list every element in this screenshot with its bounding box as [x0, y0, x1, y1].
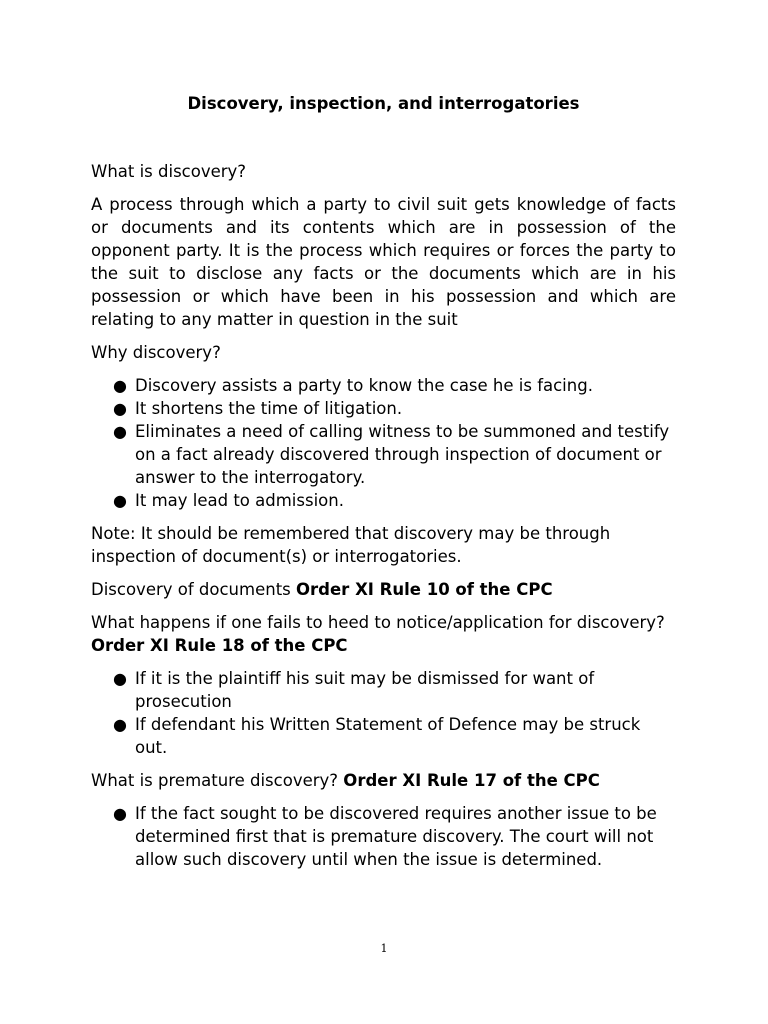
list-item-text: If the fact sought to be discovered requires another issue to be determined first that is premature discovery. The court will not allow such discovery until when the issue is determined. — [135, 804, 657, 869]
question-why-discovery: Why discovery? — [91, 343, 221, 362]
page-number: 1 — [380, 942, 388, 955]
bullet-icon: ● — [113, 804, 127, 823]
discovery-definition: A process through which a party to civil suit gets knowledge of facts or documents and its contents which are in possession of the opponent party. It is the process which requires or forces the party to the suit to disclose any facts or the documents which are in his possession or which have been in his possession and which are relating to any matter in question in the suit — [91, 195, 676, 329]
bullet-icon: ● — [113, 399, 127, 418]
list-item-text: If it is the plaintiff his suit may be dismissed for want of prosecution — [135, 669, 595, 711]
discovery-note: Note: It should be remembered that discovery may be through inspection of document(s) or interrogatories. — [91, 524, 611, 566]
bullet-icon: ● — [113, 715, 127, 734]
premature-discovery-list — [91, 802, 676, 871]
question-what-is-discovery: What is discovery? — [91, 162, 247, 181]
failure-label: What happens if one fails to heed to notice/application for discovery? — [91, 613, 665, 632]
list-item-text: If defendant his Written Statement of Defence may be struck out. — [135, 715, 641, 757]
discovery-of-documents — [91, 578, 676, 601]
list-item — [113, 802, 676, 871]
document-body — [91, 92, 676, 881]
why-discovery-list — [91, 374, 676, 512]
list-item — [113, 713, 676, 759]
list-item — [113, 374, 676, 397]
failure-reference: Order XI Rule 18 of the CPC — [91, 636, 348, 655]
list-item — [113, 489, 676, 512]
list-item — [113, 420, 676, 489]
docs-label: Discovery of documents — [91, 580, 297, 599]
list-item — [113, 667, 676, 713]
docs-reference: Order XI Rule 10 of the CPC — [296, 580, 553, 599]
bullet-icon: ● — [113, 422, 127, 441]
failure-question — [91, 611, 676, 657]
premature-reference: Order XI Rule 17 of the CPC — [343, 771, 600, 790]
bullet-icon: ● — [113, 491, 127, 510]
failure-consequences-list — [91, 667, 676, 759]
bullet-icon: ● — [113, 669, 127, 688]
list-item-text: It shortens the time of litigation. — [135, 399, 403, 418]
document-title: Discovery, inspection, and interrogatories — [187, 94, 580, 113]
premature-discovery-question — [91, 769, 676, 792]
list-item-text: Discovery assists a party to know the case he is facing. — [135, 376, 593, 395]
bullet-icon: ● — [113, 376, 127, 395]
premature-label: What is premature discovery? — [91, 771, 344, 790]
list-item — [113, 397, 676, 420]
list-item-text: It may lead to admission. — [135, 491, 344, 510]
list-item-text: Eliminates a need of calling witness to be summoned and testify on a fact already discovered through inspection of document or answer to the interrogatory. — [135, 422, 670, 487]
